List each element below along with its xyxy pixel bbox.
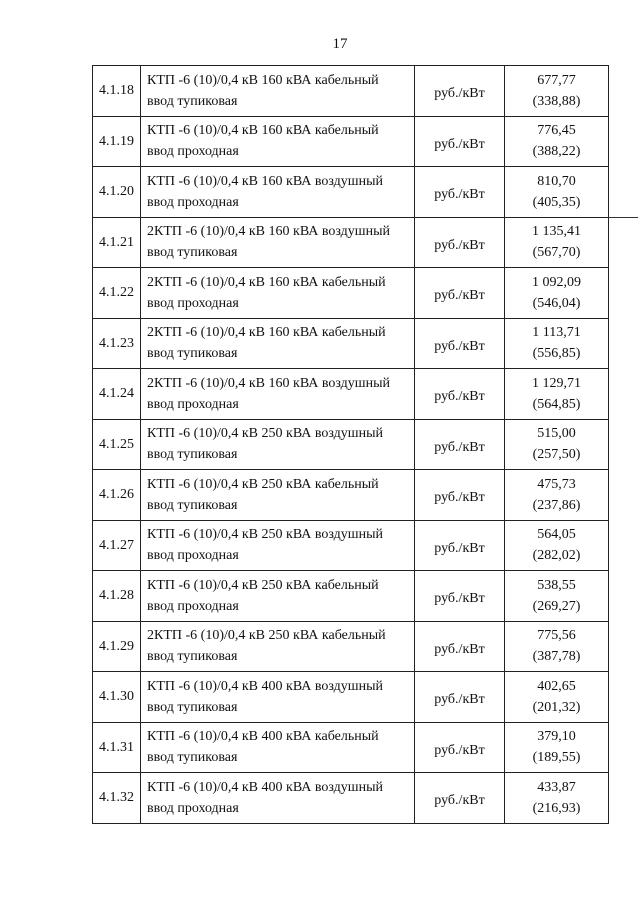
- row-value: 1 129,71: [532, 375, 581, 391]
- table-row: [93, 470, 609, 521]
- row-value-cell: [505, 722, 609, 773]
- row-value-cell: [505, 268, 609, 319]
- row-name-cell: [141, 167, 415, 218]
- row-unit: [415, 66, 505, 117]
- row-unit: [415, 318, 505, 369]
- row-unit-text: руб./кВт: [434, 692, 485, 708]
- row-unit: [415, 116, 505, 167]
- row-value-paren: (387,78): [532, 649, 581, 665]
- row-unit-text: руб./кВт: [434, 490, 485, 506]
- row-name-cell: [141, 369, 415, 420]
- row-name-cell: [141, 773, 415, 824]
- row-value-paren: (567,70): [532, 245, 581, 261]
- row-number: 4.1.28: [93, 571, 141, 622]
- row-value-cell: [505, 167, 609, 218]
- row-value-paren: (269,27): [532, 598, 581, 614]
- row-value: 677,77: [537, 72, 576, 88]
- row-number: 4.1.23: [93, 318, 141, 369]
- row-number: 4.1.19: [93, 116, 141, 167]
- table-row: [93, 66, 609, 117]
- row-name-line-1: 2КТП -6 (10)/0,4 кВ 160 кВА воздушный: [147, 375, 390, 391]
- row-name-line-1: КТП -6 (10)/0,4 кВ 160 кВА воздушный: [147, 173, 383, 189]
- row-unit-text: руб./кВт: [434, 540, 485, 556]
- row-value-paren: (546,04): [532, 295, 581, 311]
- row-value: 402,65: [537, 678, 576, 694]
- row-value-cell: [505, 217, 609, 268]
- table-row: [93, 520, 609, 571]
- row-value-cell: [505, 773, 609, 824]
- row-name-line-1: КТП -6 (10)/0,4 кВ 250 кВА воздушный: [147, 426, 383, 442]
- row-name-line-1: 2КТП -6 (10)/0,4 кВ 160 кВА воздушный: [147, 224, 390, 240]
- row-value-paren: (216,93): [532, 800, 581, 816]
- row-unit-text: руб./кВт: [434, 439, 485, 455]
- row-value-paren: (257,50): [532, 447, 581, 463]
- row-name-line-2: ввод тупиковая: [147, 346, 238, 362]
- row-name-cell: [141, 419, 415, 470]
- table-row: [93, 116, 609, 167]
- row-unit: [415, 571, 505, 622]
- page-number: 17: [332, 36, 348, 52]
- row-value: 1 092,09: [532, 274, 581, 290]
- row-value-cell: [505, 66, 609, 117]
- row-value: 538,55: [537, 577, 576, 593]
- row-name-line-1: 2КТП -6 (10)/0,4 кВ 250 кВА кабельный: [147, 628, 386, 644]
- row-unit-text: руб./кВт: [434, 338, 485, 354]
- table-row: [93, 167, 609, 218]
- row-value-paren: (338,88): [532, 93, 581, 109]
- tariff-table: [92, 65, 609, 824]
- table-row: [93, 419, 609, 470]
- margin-mark: [608, 217, 638, 218]
- row-name-cell: [141, 470, 415, 521]
- row-name-cell: [141, 217, 415, 268]
- row-unit-text: руб./кВт: [434, 793, 485, 809]
- row-unit: [415, 268, 505, 319]
- row-number: 4.1.26: [93, 470, 141, 521]
- row-name-cell: [141, 66, 415, 117]
- row-value-cell: [505, 520, 609, 571]
- row-value: 515,00: [537, 426, 576, 442]
- row-name-line-1: КТП -6 (10)/0,4 кВ 400 кВА кабельный: [147, 729, 379, 745]
- row-name-cell: [141, 318, 415, 369]
- row-value-cell: [505, 318, 609, 369]
- row-name-line-2: ввод тупиковая: [147, 699, 238, 715]
- row-value-cell: [505, 672, 609, 723]
- row-number: 4.1.32: [93, 773, 141, 824]
- row-number: 4.1.20: [93, 167, 141, 218]
- row-name-line-2: ввод проходная: [147, 295, 239, 311]
- row-name-cell: [141, 722, 415, 773]
- row-value: 775,56: [537, 628, 576, 644]
- table-row: [93, 621, 609, 672]
- table-row: [93, 773, 609, 824]
- row-value-paren: (405,35): [532, 194, 581, 210]
- row-name-line-1: КТП -6 (10)/0,4 кВ 160 кВА кабельный: [147, 123, 379, 139]
- row-value-paren: (201,32): [532, 699, 581, 715]
- row-name-line-1: КТП -6 (10)/0,4 кВ 400 кВА воздушный: [147, 779, 383, 795]
- row-value-paren: (282,02): [532, 548, 581, 564]
- row-number: 4.1.24: [93, 369, 141, 420]
- row-unit-text: руб./кВт: [434, 237, 485, 253]
- row-unit: [415, 369, 505, 420]
- row-unit-text: руб./кВт: [434, 742, 485, 758]
- row-name-line-1: КТП -6 (10)/0,4 кВ 250 кВА кабельный: [147, 577, 379, 593]
- row-name-line-1: 2КТП -6 (10)/0,4 кВ 160 кВА кабельный: [147, 325, 386, 341]
- row-number: 4.1.25: [93, 419, 141, 470]
- row-value-cell: [505, 470, 609, 521]
- row-number: 4.1.30: [93, 672, 141, 723]
- row-name-cell: [141, 672, 415, 723]
- row-name-line-1: КТП -6 (10)/0,4 кВ 250 кВА кабельный: [147, 476, 379, 492]
- row-value-paren: (388,22): [532, 144, 581, 160]
- row-number: 4.1.27: [93, 520, 141, 571]
- row-name-cell: [141, 621, 415, 672]
- row-value: 475,73: [537, 476, 576, 492]
- row-unit: [415, 621, 505, 672]
- row-name-line-2: ввод тупиковая: [147, 750, 238, 766]
- row-unit: [415, 167, 505, 218]
- table-row: [93, 268, 609, 319]
- row-value-cell: [505, 419, 609, 470]
- row-name-line-2: ввод тупиковая: [147, 497, 238, 513]
- row-name-line-1: 2КТП -6 (10)/0,4 кВ 160 кВА кабельный: [147, 274, 386, 290]
- row-unit: [415, 419, 505, 470]
- row-name-line-1: КТП -6 (10)/0,4 кВ 250 кВА воздушный: [147, 527, 383, 543]
- row-name-cell: [141, 520, 415, 571]
- row-value: 433,87: [537, 779, 576, 795]
- tariff-table-body: [93, 66, 609, 824]
- row-value-paren: (189,55): [532, 750, 581, 766]
- row-name-line-2: ввод проходная: [147, 548, 239, 564]
- row-number: 4.1.31: [93, 722, 141, 773]
- table-row: [93, 571, 609, 622]
- row-name-line-2: ввод проходная: [147, 598, 239, 614]
- row-value-cell: [505, 369, 609, 420]
- row-name-line-2: ввод проходная: [147, 800, 239, 816]
- row-value-paren: (237,86): [532, 497, 581, 513]
- row-name-line-2: ввод тупиковая: [147, 447, 238, 463]
- row-unit: [415, 470, 505, 521]
- row-value: 776,45: [537, 123, 576, 139]
- row-value: 1 113,71: [532, 325, 581, 341]
- row-unit-text: руб./кВт: [434, 187, 485, 203]
- row-value: 379,10: [537, 729, 576, 745]
- row-name-line-2: ввод тупиковая: [147, 93, 238, 109]
- table-row: [93, 369, 609, 420]
- table-row: [93, 318, 609, 369]
- row-number: 4.1.18: [93, 66, 141, 117]
- row-unit-text: руб./кВт: [434, 389, 485, 405]
- row-unit-text: руб./кВт: [434, 641, 485, 657]
- row-name-cell: [141, 116, 415, 167]
- row-value-cell: [505, 621, 609, 672]
- row-unit: [415, 672, 505, 723]
- table-row: [93, 722, 609, 773]
- row-number: 4.1.29: [93, 621, 141, 672]
- row-unit-text: руб./кВт: [434, 288, 485, 304]
- row-number: 4.1.22: [93, 268, 141, 319]
- row-value-paren: (556,85): [532, 346, 581, 362]
- row-unit: [415, 217, 505, 268]
- row-value: 1 135,41: [532, 224, 581, 240]
- row-unit: [415, 773, 505, 824]
- row-unit-text: руб./кВт: [434, 591, 485, 607]
- row-value-paren: (564,85): [532, 396, 581, 412]
- row-number: 4.1.21: [93, 217, 141, 268]
- row-unit-text: руб./кВт: [434, 136, 485, 152]
- row-name-line-2: ввод проходная: [147, 396, 239, 412]
- table-row: [93, 672, 609, 723]
- row-unit: [415, 520, 505, 571]
- row-value-cell: [505, 116, 609, 167]
- row-name-line-2: ввод проходная: [147, 194, 239, 210]
- row-name-line-2: ввод проходная: [147, 144, 239, 160]
- row-value: 564,05: [537, 527, 576, 543]
- row-name-line-2: ввод тупиковая: [147, 245, 238, 261]
- row-unit-text: руб./кВт: [434, 86, 485, 102]
- row-name-line-2: ввод тупиковая: [147, 649, 238, 665]
- row-unit: [415, 722, 505, 773]
- row-name-line-1: КТП -6 (10)/0,4 кВ 400 кВА воздушный: [147, 678, 383, 694]
- row-name-line-1: КТП -6 (10)/0,4 кВ 160 кВА кабельный: [147, 72, 379, 88]
- row-name-cell: [141, 268, 415, 319]
- row-name-cell: [141, 571, 415, 622]
- row-value: 810,70: [537, 173, 576, 189]
- row-value-cell: [505, 571, 609, 622]
- table-row: [93, 217, 609, 268]
